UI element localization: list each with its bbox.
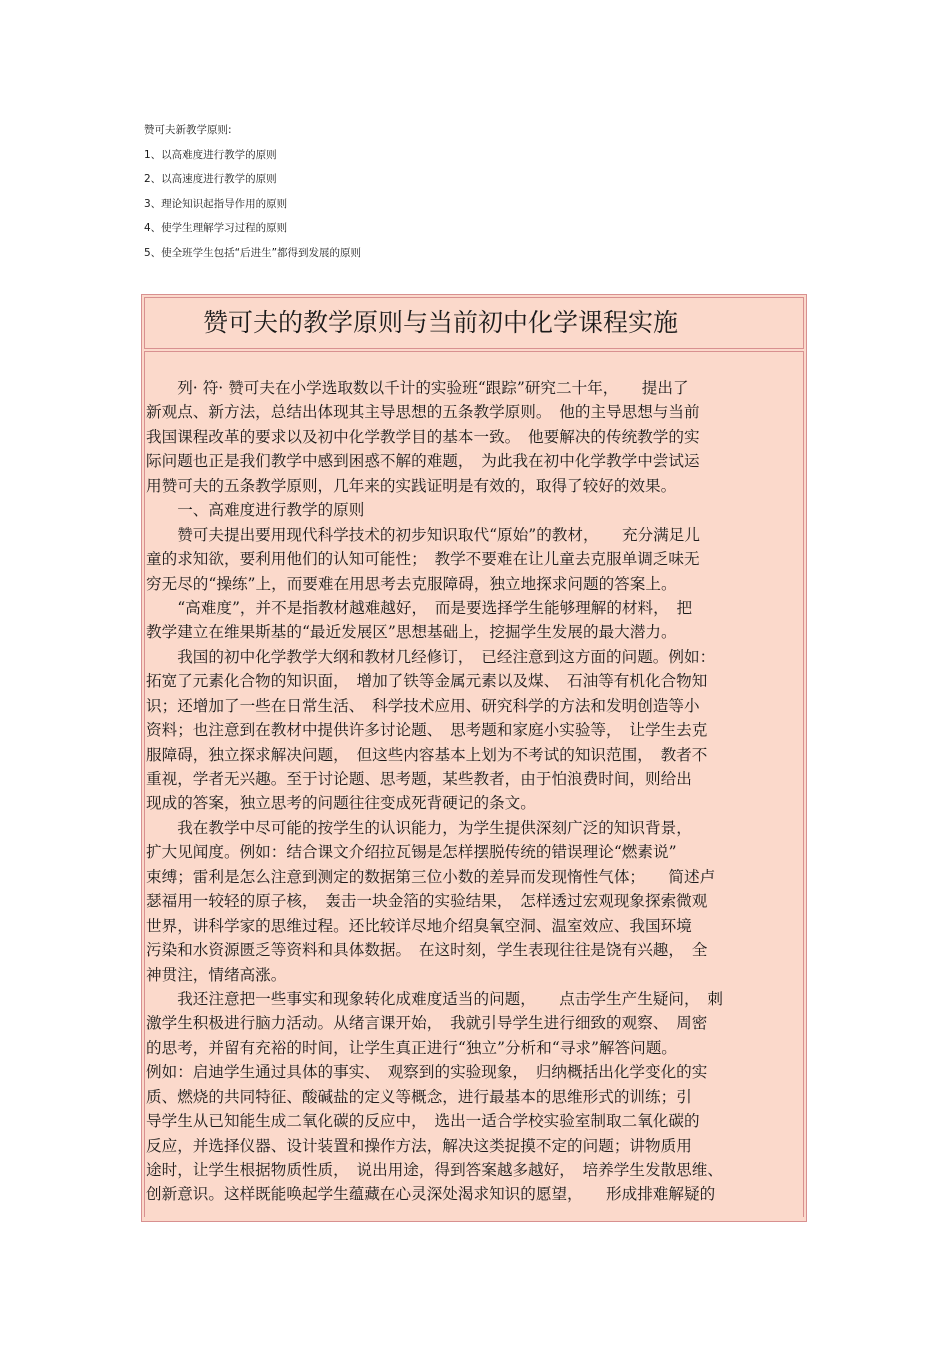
article-box (141, 294, 807, 1222)
article-line: 我国的初中化学教学大纲和教材几经修订， 已经注意到这方面的问题。例如： (146, 647, 716, 666)
article-line: 资料；也注意到在教材中提供许多讨论题、 思考题和家庭小实验等， 让学生去克 (146, 721, 708, 740)
article-line: 列· 符· 赞可夫在小学选取数以千计的实验班“跟踪”研究二十年， 提出了 (146, 379, 689, 397)
article-line: 教学建立在维果斯基的“最近发展区”思想基础上，挖掘学生发展的最大潜力。 (146, 623, 677, 642)
intro-item: 5、使全班学生包括“后进生”都得到发展的原则 (144, 246, 362, 259)
article-line: 导学生从已知能生成二氧化碳的反应中， 选出一适合学校实验室制取二氧化碳的 (146, 1112, 700, 1131)
article-line: 童的求知欲，要利用他们的认知可能性； 教学不要难在让儿童去克服单调乏味无 (146, 550, 700, 569)
article-line: 我还注意把一些事实和现象转化成难度适当的问题， 点击学生产生疑问， 刺 (146, 989, 723, 1008)
article-line: 世界，讲科学家的思维过程。还比较详尽地介绍臭氧空洞、温室效应、我国环境 (146, 916, 692, 935)
article-body (146, 376, 804, 1207)
intro-item: 4、使学生理解学习过程的原则 (144, 222, 288, 235)
article-line: 途时，让学生根据物质性质， 说出用途，得到答案越多越好， 培养学生发散思维、 (146, 1161, 723, 1179)
section-heading: 一、高难度进行教学的原则 (146, 501, 365, 520)
article-body-cell (144, 351, 804, 1217)
article-line: 重视，学者无兴趣。至于讨论题、思考题，某些教者，由于怕浪费时间，则给出 (146, 770, 692, 788)
article-line: 我在教学中尽可能的按学生的认识能力，为学生提供深刻广泛的知识背景， (146, 818, 692, 837)
article-line: 束缚；雷利是怎么注意到测定的数据第三位小数的差异而发现惰性气体； 简述卢 (146, 867, 716, 886)
article-line: 穷无尽的“操练”上，而要难在用思考去克服障碍，独立地探求问题的答案上。 (146, 574, 677, 593)
article-line: 拓宽了元素化合物的知识面， 增加了铁等金属元素以及煤、 石油等有机化合物知 (146, 672, 708, 691)
intro-item: 2、以高速度进行教学的原则 (144, 173, 277, 186)
article-line: 新观点、新方法，总结出体现其主导思想的五条教学原则。 他的主导思想与当前 (146, 403, 700, 422)
article-line: 服障碍，独立探求解决问题， 但这些内容基本上划为不考试的知识范围， 教者不 (146, 745, 708, 764)
article-line: 我国课程改革的要求以及初中化学教学目的基本一致。 他要解决的传统教学的实 (146, 427, 700, 446)
article-line: 识；还增加了一些在日常生活、 科学技术应用、研究科学的方法和发明创造等小 (146, 696, 700, 715)
article-line: 神贯注，情绪高涨。 (146, 965, 287, 984)
article-line: 反应，并选择仪器、设计装置和操作方法，解决这类捉摸不定的问题；讲物质用 (146, 1136, 692, 1155)
article-line: 的思考，并留有充裕的时间，让学生真正进行“独立”分析和“寻求”解答问题。 (146, 1038, 677, 1057)
intro-item: 1、以高难度进行教学的原则 (144, 148, 277, 161)
article-line: 瑟福用一较轻的原子核， 轰击一块金箔的实验结果， 怎样透过宏观现象探索微观 (146, 892, 708, 911)
article-line: 创新意识。这样既能唤起学生蕴藏在心灵深处渴求知识的愿望， 形成排难解疑的 (146, 1185, 716, 1204)
article-line: 例如：启迪学生通过具体的事实、 观察到的实验现象， 归纳概括出化学变化的实 (146, 1063, 708, 1082)
article-line: 质、燃烧的共同特征、酸碱盐的定义等概念，进行最基本的思维形式的训练；引 (146, 1087, 692, 1106)
article-line: 赞可夫提出要用现代科学技术的初步知识取代“原始”的教材， 充分满足儿 (146, 525, 700, 544)
article-title: 赞可夫的教学原则与当前初中化学课程实施 (203, 308, 679, 337)
article-line: 激学生积极进行脑力活动。从绪言课开始， 我就引导学生进行细致的观察、 周密 (146, 1014, 708, 1033)
intro-item: 3、理论知识起指导作用的原则 (144, 197, 288, 210)
article-line: 现成的答案，独立思考的问题往往变成死背硬记的条文。 (146, 794, 536, 813)
article-title-cell (144, 297, 804, 349)
article-line: 用赞可夫的五条教学原则，几年来的实践证明是有效的，取得了较好的效果。 (146, 476, 677, 495)
article-line: 污染和水资源匮乏等资料和具体数据。 在这时刻，学生表现往往是饶有兴趣， 全 (146, 941, 708, 960)
intro-heading: 赞可夫新教学原则: (144, 124, 232, 136)
article-line: “高难度”，并不是指教材越难越好， 而是要选择学生能够理解的材料， 把 (146, 598, 693, 617)
intro-section (144, 118, 644, 266)
article-line: 际问题也正是我们教学中感到困惑不解的难题， 为此我在初中化学教学中尝试运 (146, 452, 700, 471)
article-line: 扩大见闻度。例如：结合课文介绍拉瓦锡是怎样摆脱传统的错误理论“燃素说” (146, 843, 677, 862)
